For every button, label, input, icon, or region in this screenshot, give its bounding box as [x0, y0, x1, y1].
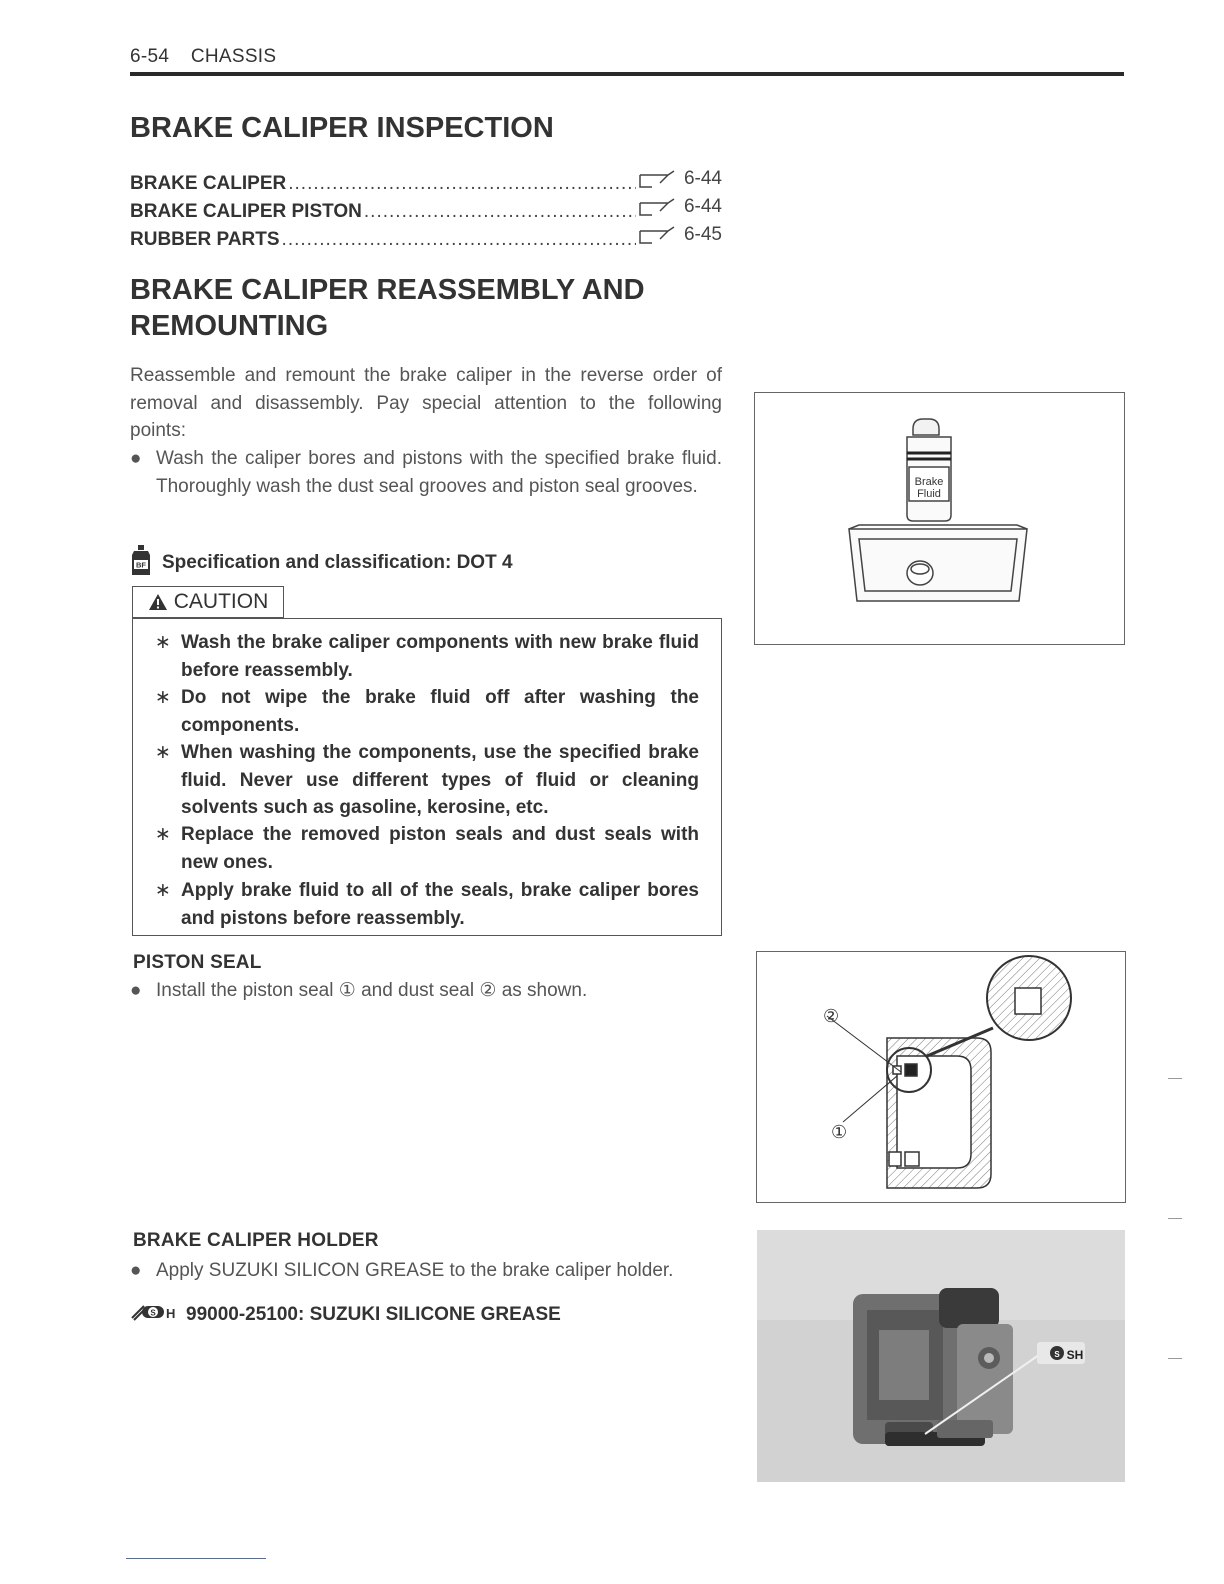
- silicone-grease-icon: [130, 1300, 178, 1330]
- toc-ref-page: 6-45: [683, 224, 722, 245]
- piston-seal-text-pre: Install the piston seal: [156, 980, 334, 1001]
- caution-label: [132, 586, 284, 618]
- reassembly-intro: Reassemble and remount the brake caliper in the reverse order of removal and disassembly. Pay special attention to the following points:: [130, 365, 722, 441]
- asterisk-marker: ∗: [155, 880, 171, 901]
- toc-leader: [364, 201, 636, 223]
- figure-callout-1: ①: [831, 1122, 848, 1143]
- callout-2: ②: [479, 980, 497, 1001]
- refer-hand-icon: [638, 169, 678, 189]
- brake-fluid-can-label-1: Brake: [914, 476, 944, 488]
- caution-item-text: Wash the brake caliper components with new brake fluid before reassembly.: [181, 632, 699, 681]
- wash-bullet: [130, 445, 722, 500]
- bullet-dot: ●: [130, 980, 142, 1001]
- piston-seal-bullet: [130, 977, 730, 1005]
- fluid-spec-text: Specification and classification: DOT 4: [162, 552, 513, 573]
- toc-label: BRAKE CALIPER: [130, 173, 287, 194]
- reassembly-heading: [130, 272, 730, 344]
- holder-heading: BRAKE CALIPER HOLDER: [133, 1230, 379, 1251]
- toc-row-brake-caliper: [130, 168, 722, 195]
- callout-1: ①: [338, 980, 356, 1001]
- toc-ref-page: 6-44: [683, 196, 722, 217]
- svg-text:H: H: [166, 1306, 176, 1321]
- caution-item: [155, 684, 699, 739]
- piston-seal-heading: PISTON SEAL: [133, 952, 262, 973]
- grease-spec: [130, 1300, 561, 1330]
- caution-item: [155, 739, 699, 822]
- holder-bullet: [130, 1257, 730, 1285]
- fluid-spec: [130, 543, 513, 583]
- piston-seal-bullet-text: [156, 977, 730, 1005]
- refer-hand-icon: [638, 197, 678, 217]
- caliper-holder-photo-illustration: [757, 1230, 1125, 1482]
- inspection-heading: BRAKE CALIPER INSPECTION: [130, 112, 554, 144]
- margin-mark: [1168, 1218, 1182, 1219]
- toc-ref: [638, 196, 722, 218]
- wash-bullet-text: Wash the caliper bores and pistons with the specified brake fluid. Thoroughly wash the dust seal grooves and piston seal grooves.: [156, 448, 722, 497]
- asterisk-marker: ∗: [155, 824, 171, 845]
- caliper-holder-photo: [757, 1230, 1125, 1482]
- caution-item: [155, 877, 699, 932]
- holder-bullet-text: Apply SUZUKI SILICON GREASE to the brake caliper holder.: [156, 1260, 674, 1281]
- brake-fluid-illustration: [755, 393, 1124, 644]
- page-number: 6-54: [130, 46, 170, 67]
- caution-item-text: When washing the components, use the specified brake fluid. Never use different types of fluid or cleaning solvents such as gasoline, kerosine, etc.: [181, 742, 699, 818]
- toc-ref: [638, 224, 722, 246]
- piston-seal-illustration: [757, 952, 1125, 1202]
- toc-label: BRAKE CALIPER PISTON: [130, 201, 362, 222]
- asterisk-marker: ∗: [155, 687, 171, 708]
- figure-callout-2: ②: [823, 1006, 840, 1027]
- brake-fluid-icon: [130, 543, 152, 583]
- caution-item: [155, 629, 699, 684]
- piston-seal-figure: [756, 951, 1126, 1203]
- margin-mark: [1168, 1078, 1182, 1079]
- header-rule: [130, 72, 1124, 76]
- toc-ref-page: 6-44: [683, 168, 722, 189]
- page-header: [130, 46, 276, 68]
- caution-item-text: Replace the removed piston seals and dust seals with new ones.: [181, 824, 699, 873]
- refer-hand-icon: [638, 225, 678, 245]
- piston-seal-text-mid: and dust seal: [361, 980, 475, 1001]
- grease-spec-text: 99000-25100: SUZUKI SILICONE GREASE: [186, 1304, 561, 1325]
- toc-row-brake-caliper-piston: [130, 196, 722, 223]
- toc-leader: [282, 229, 636, 251]
- piston-seal-text-post: as shown.: [501, 980, 588, 1001]
- toc-leader: [288, 173, 636, 195]
- asterisk-marker: ∗: [155, 632, 171, 653]
- brake-fluid-icon-text: BF: [136, 560, 146, 570]
- photo-grease-symbol: SH: [1066, 1348, 1084, 1362]
- toc-label: RUBBER PARTS: [130, 229, 280, 250]
- section-title: CHASSIS: [190, 46, 277, 67]
- caution-item: [155, 821, 699, 876]
- brake-fluid-figure: [754, 392, 1125, 645]
- bullet-dot: ●: [130, 448, 142, 469]
- caution-box: [132, 618, 722, 936]
- warning-triangle-icon: [148, 593, 168, 611]
- svg-text:S: S: [150, 1308, 156, 1318]
- toc-row-rubber-parts: [130, 224, 722, 251]
- margin-mark: [1168, 1358, 1182, 1359]
- caution-label-text: CAUTION: [173, 590, 269, 613]
- svg-text:S: S: [1054, 1350, 1060, 1359]
- reassembly-heading-line1: BRAKE CALIPER REASSEMBLY AND: [130, 274, 645, 306]
- caution-item-text: Do not wipe the brake fluid off after washing the components.: [181, 687, 699, 736]
- caution-item-text: Apply brake fluid to all of the seals, brake caliper bores and pistons before reassembly.: [181, 880, 699, 929]
- footer-line: [126, 1558, 266, 1559]
- toc-ref: [638, 168, 722, 190]
- brake-fluid-can-label-2: Fluid: [917, 488, 941, 500]
- asterisk-marker: ∗: [155, 742, 171, 763]
- bullet-dot: ●: [130, 1260, 142, 1281]
- reassembly-heading-line2: REMOUNTING: [130, 310, 329, 342]
